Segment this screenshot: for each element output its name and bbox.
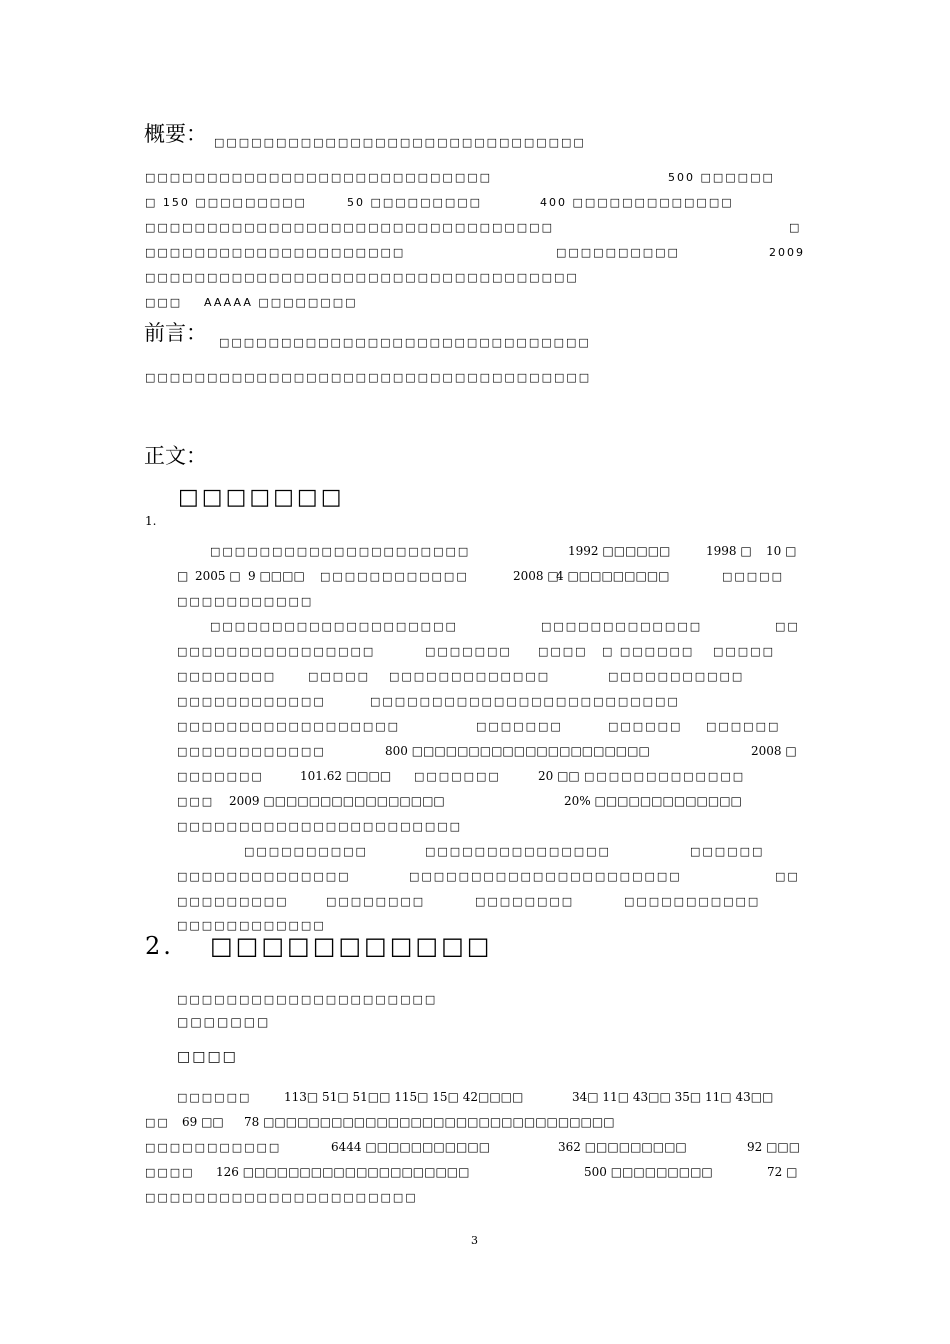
section-1-line: □□□□□□□□□□ (244, 845, 368, 858)
section-2-line: 34□ 11□ 43□□ 35□ 11□ 43□□ (572, 1090, 774, 1104)
section-1-line: 10 □ (766, 544, 797, 558)
section-1-line: □□□□□□□ (414, 770, 501, 783)
section-1-line: □□□□□□□□□□□□ (177, 919, 326, 932)
section-1-line: □□□□□□□□□□□□□□□□□□□□□□ (409, 870, 682, 883)
section-1-line: 2009 □□□□□□□□□□□□□□□□ (229, 794, 445, 808)
section-1-line: 1998 □ (706, 544, 752, 558)
section-1-line: 20 □□ (538, 769, 580, 783)
section-1-line: 2005 □ (195, 569, 241, 583)
section-1-line: □□□□□□□□ (177, 670, 277, 683)
section-1-line: □□□□□□□□□□□□□□□□□□□□□□□□□ (370, 695, 680, 708)
section-2-line: 500 □□□□□□□□□ (584, 1165, 713, 1179)
section-1-line: □□□□ (538, 645, 588, 658)
section-1-line: □□□□□□□□□□□□□□□□□□□□□□□ (177, 820, 463, 833)
summary-line: □ (789, 221, 802, 234)
summary-line: □□□□□□□□□□□□□□□□□□□□□□□□□□□□ (145, 171, 493, 184)
preface-line: □□□□□□□□□□□□□□□□□□□□□□□□□□□□□□□□□□□□ (145, 371, 592, 384)
section-2-line: 126 □□□□□□□□□□□□□□□□□□□□ (216, 1165, 470, 1179)
summary-line: □□□□□□□□□□ (556, 246, 680, 259)
section-2-line: □□□□□□□□□□□ (145, 1141, 282, 1154)
section-1-line: □□□□□□□□□□□□□ (541, 620, 703, 633)
section-2-line: 362 □□□□□□□□□ (558, 1140, 687, 1154)
section-1-line: □ (177, 569, 189, 583)
summary-line: □□□□□□□□□□□□□□□□□□□□□□□□□□□□□□□□□ (145, 221, 554, 234)
section-1-line: □□□□□□ (706, 720, 781, 733)
summary-line: □□□□□□□□□□□□□□□□□□□□□□□□□□□□□□ (214, 136, 586, 149)
section-1-line: □□ (775, 620, 800, 633)
summary-heading: 概要： (144, 122, 207, 146)
summary-line: AAAAA □□□□□□□□ (204, 296, 358, 309)
section-1-line: □□□□□□□□□□□□ (177, 695, 326, 708)
section-2-line: 92 □□□ (747, 1140, 801, 1154)
section-1-line: □□□□□□□□□□□ (624, 895, 761, 908)
section-1-line: 20% □□□□□□□□□□□□□ (564, 794, 742, 808)
section-1-line: □□□□□□□□□□□□□ (584, 770, 746, 783)
section-2-line: 69 □□ (182, 1115, 224, 1129)
section-1-number: 1. (145, 514, 157, 528)
section-1-line: □□□□□□□ (476, 720, 563, 733)
section-1-line: □□□□□□□□□□□□ (177, 745, 326, 758)
section-2-line: □□ (145, 1116, 170, 1129)
summary-line: 400 □□□□□□□□□□□□□ (540, 196, 734, 209)
section-2-line: 113□ 51□ 51□□ 115□ 15□ 42□□□□ (284, 1090, 524, 1104)
section-1-line: 1992 □□□□□□ (568, 544, 671, 558)
section-2-line: □□□□ (145, 1166, 195, 1179)
section-1-title: □□□□□□□ (178, 485, 345, 510)
summary-line: □□□□□□□□□□□□□□□□□□□□□□□□□□□□□□□□□□□ (145, 271, 579, 284)
section-2-line: □□□□□□ (177, 1091, 252, 1104)
section-1-line: □□□□□□□□□□□ (177, 595, 314, 608)
section-2-line: 78 □□□□□□□□□□□□□□□□□□□□□□□□□□□□□□□ (244, 1115, 615, 1129)
section-2-subheading: □□□□ (177, 1049, 238, 1065)
section-2-intro: □□□□□□□□□□□□□□□□□□□□□ (177, 993, 438, 1006)
preface-line: □□□□□□□□□□□□□□□□□□□□□□□□□□□□□□ (219, 336, 591, 349)
section-1-line: 2008 □ (751, 744, 797, 758)
section-1-line: □□□□□□□□□□□□□□□□ (177, 645, 376, 658)
section-1-line: □□□□□□□□□□□□□ (389, 670, 551, 683)
section-1-line: 800 □□□□□□□□□□□□□□□□□□□□□ (385, 744, 650, 758)
section-1-line: □□□□□□ (690, 845, 765, 858)
section-1-line: 101.62 □□□□ (300, 769, 392, 783)
section-2-number: 2. (145, 932, 174, 960)
summary-line: □□□□□□□□□□□□□□□□□□□□□ (145, 246, 406, 259)
section-1-line: □□□□□□□□□ (177, 895, 289, 908)
section-1-line: □□□□□□□□□□□□□□ (177, 870, 351, 883)
section-1-line: □□□□□□□ (425, 645, 512, 658)
section-1-line: □□□□□□□□□□□□□□□□□□□□ (210, 620, 458, 633)
section-1-line: 4 □□□□□□□□□ (556, 569, 670, 583)
section-1-line: □□□□□□ (608, 720, 683, 733)
body-heading: 正文： (144, 444, 207, 468)
section-2-line: □□□□□□□□□□□□□□□□□□□□□□ (145, 1191, 418, 1204)
section-2-line: 6444 □□□□□□□□□□□ (331, 1140, 491, 1154)
section-1-line: □□□□□□□□□□□□□□□□□□ (177, 720, 401, 733)
summary-line: 2009 (769, 246, 805, 259)
section-1-line: □ □□□□□□ (602, 645, 695, 658)
section-1-line: □□□□□□□□□□□□□□□ (425, 845, 611, 858)
section-1-line: 9 □□□□ (248, 569, 305, 583)
summary-line: 500 □□□□□□ (668, 171, 775, 184)
section-1-line: □□□□□□□□ (475, 895, 575, 908)
section-1-line: □□ (775, 870, 800, 883)
summary-line: □□□ (145, 296, 183, 309)
section-2-title: □□□□□□□□□□□ (210, 932, 493, 960)
section-1-line: □□□□□□□□□□□□□□□□□□□□□ (210, 545, 471, 558)
section-2-subheading: □□□□□□□ (177, 1015, 271, 1029)
page-number: 3 (471, 1234, 478, 1247)
section-1-line: □□□□□□□□ (326, 895, 426, 908)
section-1-line: □□□□□□□ (177, 770, 264, 783)
section-1-line: □□□□□ (308, 670, 370, 683)
preface-heading: 前言： (144, 321, 207, 345)
summary-line: □ 150 □□□□□□□□□ (145, 196, 307, 209)
summary-line: 50 □□□□□□□□□ (347, 196, 483, 209)
section-1-line: □□□□□□□□□□□ (608, 670, 745, 683)
section-1-line: 2008 □ (513, 569, 559, 583)
section-1-line: □□□ (177, 795, 215, 808)
section-1-line: □□□□□ (722, 570, 784, 583)
section-2-line: 72 □ (767, 1165, 798, 1179)
section-1-line: □□□□□□□□□□□□ (320, 570, 469, 583)
section-1-line: □□□□□ (713, 645, 775, 658)
